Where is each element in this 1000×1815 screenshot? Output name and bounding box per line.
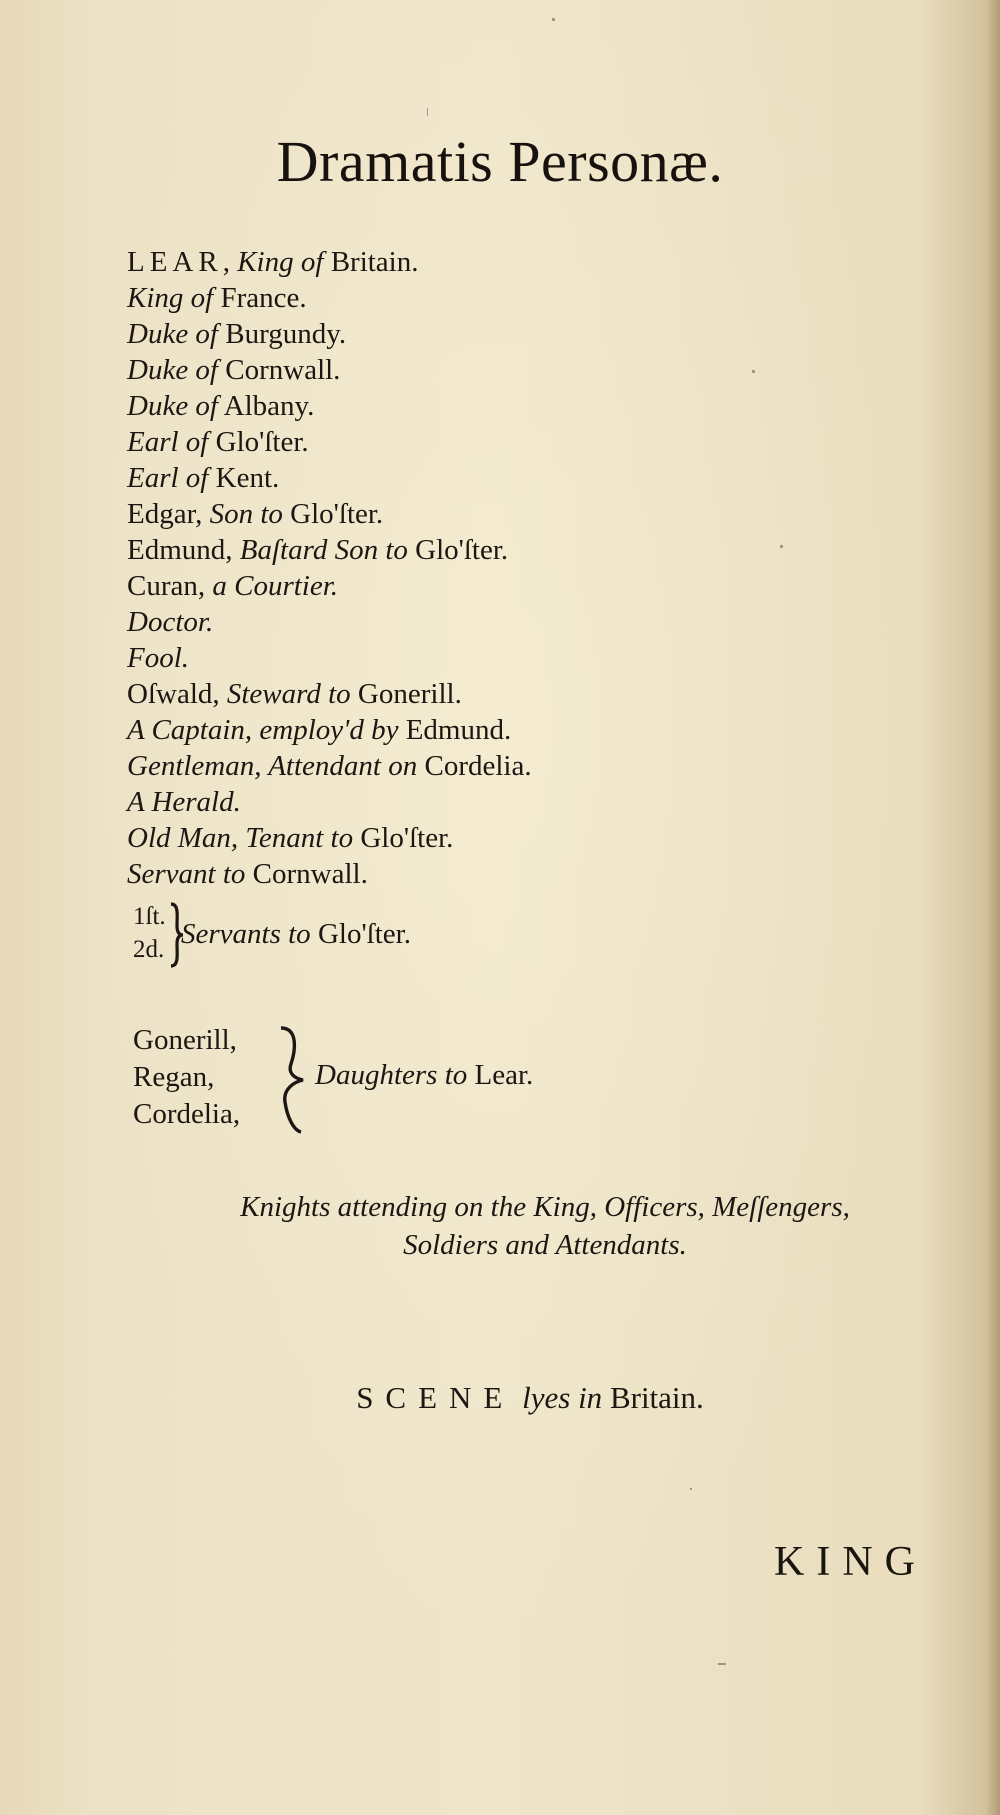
cast-entry xyxy=(127,712,532,748)
cast-entry xyxy=(127,496,532,532)
cast-entry-place: France. xyxy=(213,282,307,314)
cast-entry-role: Baſtard Son to xyxy=(239,534,408,566)
cast-entry-role: Son to xyxy=(209,498,283,530)
scene-location xyxy=(0,1380,1000,1416)
cast-entry xyxy=(127,280,532,316)
cast-entry-name: Oſwald, xyxy=(127,678,227,710)
daughters-role: Daughters to xyxy=(315,1059,468,1091)
cast-entry-place: Glo'ſter. xyxy=(407,534,509,566)
cast-entry-role: Earl of xyxy=(127,426,209,458)
cast-entry xyxy=(127,316,532,352)
cast-entry-place: Glo'ſter. xyxy=(208,426,309,458)
cast-entry xyxy=(127,640,532,676)
cast-entry xyxy=(127,748,532,784)
cast-entry-place: Glo'ſter. xyxy=(282,498,384,530)
cast-entry-place: Edmund. xyxy=(398,714,512,746)
cast-entry-name: Edmund, xyxy=(127,534,240,566)
paper-speck xyxy=(752,370,755,373)
cast-list xyxy=(127,244,532,892)
cast-entry-role: Old Man, Tenant to xyxy=(127,822,354,854)
scene-lyes-in: lyes in xyxy=(522,1380,603,1415)
cast-entry-place: Cornwall. xyxy=(218,354,341,386)
paper-speck xyxy=(552,18,555,21)
scene-word: SCENE xyxy=(356,1380,515,1415)
cast-entry-place: Gonerill. xyxy=(350,678,462,710)
cast-entry xyxy=(127,532,532,568)
servant-numbers xyxy=(133,900,173,966)
cast-entry xyxy=(127,244,532,280)
cast-entry xyxy=(127,784,532,820)
cast-entry xyxy=(127,460,532,496)
cast-entry-place: Burgundy. xyxy=(218,318,347,350)
cast-entry-role: King of xyxy=(237,246,324,278)
cast-entry xyxy=(127,352,532,388)
servants-role: Servants to xyxy=(181,918,311,950)
cast-entry xyxy=(127,604,532,640)
servant-second-label: 2d. xyxy=(133,936,165,963)
cast-entry xyxy=(127,676,532,712)
daughters-father: Lear. xyxy=(467,1059,534,1091)
cast-entry-name: Edgar, xyxy=(127,498,210,530)
cast-entry-place: Cordelia. xyxy=(417,750,532,782)
cast-entry-place: Albany. xyxy=(218,390,315,422)
page-title: Dramatis Personæ. xyxy=(276,129,724,194)
cast-entry-title: LEAR xyxy=(127,246,223,278)
cast-entry-role: Doctor. xyxy=(127,606,214,638)
paper-speck xyxy=(427,108,428,116)
daughter-name: Cordelia, xyxy=(133,1098,241,1130)
cast-entry-role: A Captain, employ'd by xyxy=(127,714,399,746)
paper-speck xyxy=(690,1488,692,1490)
cast-entry-role: Duke of xyxy=(127,390,218,422)
cast-entry-separator: , xyxy=(222,246,238,278)
servants-master: Glo'ſter. xyxy=(310,918,411,950)
cast-entry-role: Gentleman, Attendant on xyxy=(127,750,418,782)
daughters-description xyxy=(315,1059,533,1092)
cast-entry-role: A Herald. xyxy=(127,786,241,818)
cast-entry-place: Kent. xyxy=(208,462,280,494)
cast-entry-role: a Courtier. xyxy=(212,570,339,602)
cast-entry-role: Duke of xyxy=(127,318,218,350)
cast-entry xyxy=(127,856,532,892)
servants-description xyxy=(181,918,411,951)
cast-entry xyxy=(127,424,532,460)
attendants-line-2: Soldiers and Attendants. xyxy=(403,1229,687,1261)
cast-entry-role: King of xyxy=(127,282,214,314)
paper-speck xyxy=(718,1663,726,1665)
right-brace-icon xyxy=(273,1024,309,1136)
cast-entry-role: Fool. xyxy=(127,642,190,674)
cast-entry-role: Earl of xyxy=(127,462,209,494)
cast-entry-role: Servant to xyxy=(127,858,246,890)
cast-entry xyxy=(127,820,532,856)
cast-entry-place: Cornwall. xyxy=(245,858,368,890)
cast-entry-name: Curan, xyxy=(127,570,213,602)
catchword: KING xyxy=(774,1539,927,1585)
scene-place: Britain. xyxy=(609,1380,704,1415)
daughter-name: Regan, xyxy=(133,1061,215,1093)
cast-entry-role: Steward to xyxy=(226,678,351,710)
cast-entry-role: Duke of xyxy=(127,354,218,386)
cast-entry-place: Britain. xyxy=(323,246,419,278)
servant-first-label: 1ſt. xyxy=(133,903,166,930)
cast-entry xyxy=(127,388,532,424)
cast-entry-place: Glo'ſter. xyxy=(353,822,454,854)
attendants-note xyxy=(0,1188,1000,1264)
cast-entry xyxy=(127,568,532,604)
daughter-name: Gonerill, xyxy=(133,1024,237,1056)
attendants-line-1: Knights attending on the King, Officers, Meſſengers, xyxy=(240,1191,850,1223)
page-shadow-edge xyxy=(986,0,1000,1815)
daughter-names xyxy=(133,1022,240,1133)
paper-speck xyxy=(780,545,783,548)
